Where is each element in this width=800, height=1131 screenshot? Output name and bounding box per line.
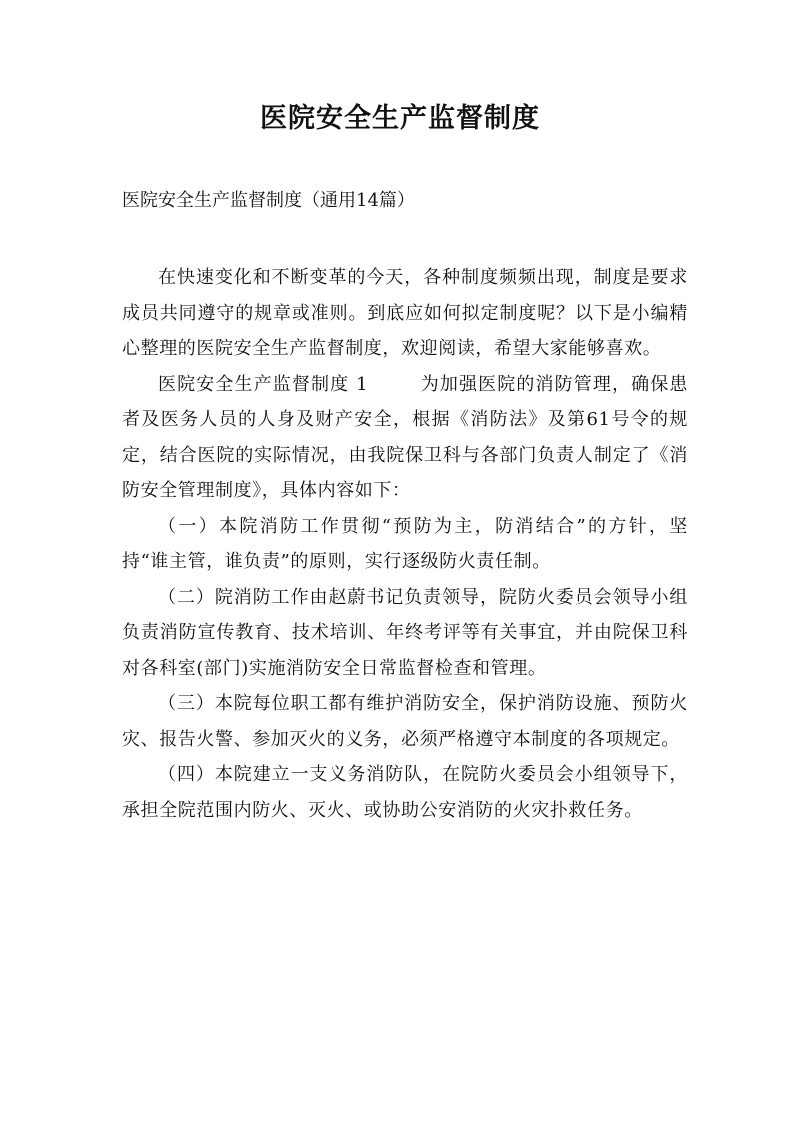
section-1-body: 为加强医院的消防管理，确保患者及医务人员的人身及财产安全，根据《消防法》及第61号令的规定，结合医院的实际情况，由我院保卫科与各部门负责人制定了《消防安全管理制度》，具体内容如下： [122,373,689,501]
item-paragraph-1: （一）本院消防工作贯彻“预防为主，防消结合”的方针，坚持“谁主管，谁负责”的原则，实行逐级防火责任制。 [122,515,688,572]
document-title: 医院安全生产监督制度 [260,103,540,134]
item-paragraph-3: （三）本院每位职工都有维护消防安全，保护消防设施、预防火灾、报告火警、参加灭火的义务，必须严格遵守本制度的各项规定。 [122,693,688,750]
section-1-paragraph [122,367,688,509]
intro-paragraph: 在快速变化和不断变革的今天，各种制度频频出现，制度是要求成员共同遵守的规章或准则。到底应如何拟定制度呢？以下是小编精心整理的医院安全生产监督制度，欢迎阅读，希望大家能够喜欢。 [122,267,688,359]
item-paragraph-2: （二）院消防工作由赵蔚书记负责领导，院防火委员会领导小组负责消防宣传教育、技术培训、年终考评等有关事宜，并由院保卫科对各科室(部门)实施消防安全日常监督检查和管理。 [122,586,688,679]
section-1-heading: 医院安全生产监督制度 1 [158,373,369,395]
document-subtitle: 医院安全生产监督制度（通用14篇） [122,190,415,211]
item-paragraph-4: （四）本院建立一支义务消防队，在院防火委员会小组领导下，承担全院范围内防火、灭火、或协助公安消防的火灾扑救任务。 [122,764,688,821]
document-body [122,260,688,828]
